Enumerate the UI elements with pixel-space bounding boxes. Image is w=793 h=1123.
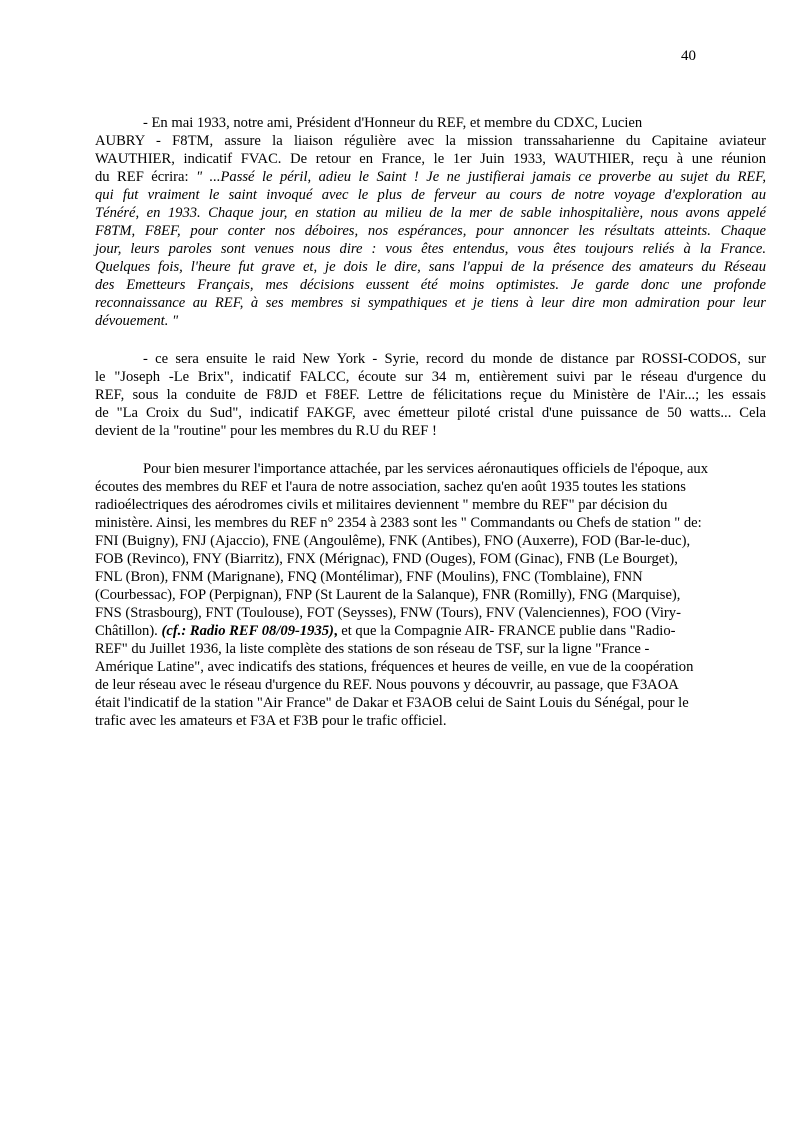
text-line: Amérique Latine", avec indicatifs des stations, fréquences et heures de veille, en vue de la coopération bbox=[95, 659, 694, 675]
text-line bbox=[95, 168, 766, 186]
text-line: de "La Croix du Sud", indicatif FAKGF, avec émetteur piloté cristal d'une puissance de 50 watts... Cela bbox=[95, 405, 766, 421]
quote-line: F8TM, F8EF, pour conter nos déboires, nos espérances, pour annoncer les résultats atteints. Chaque bbox=[95, 223, 766, 239]
text-line: REF" du Juillet 1936, la liste complète des stations de son réseau de TSF, sur la ligne "France - bbox=[95, 641, 650, 657]
quote-text: " ...Passé le péril, adieu le Saint ! Je ne justifierai jamais ce proverbe au sujet du REF, bbox=[195, 169, 766, 185]
quote-line: Quelques fois, l'heure fut grave et, je dois le dire, sans l'appui de la présence des amateurs du Réseau bbox=[95, 259, 766, 275]
text-line: de leur réseau avec le réseau d'urgence du REF. Nous pouvons y découvrir, au passage, que F3AOA bbox=[95, 677, 679, 693]
text-line: ministère. Ainsi, les membres du REF n° 2354 à 2383 sont les " Commandants ou Chefs de station " de: bbox=[95, 515, 702, 531]
text-line: le "Joseph -Le Brix", indicatif FALCC, écoute sur 34 m, entièrement suivi par le réseau d'urgence du bbox=[95, 369, 766, 385]
text-line: trafic avec les amateurs et F3A et F3B pour le trafic officiel. bbox=[95, 713, 447, 729]
text-line: REF, sous la conduite de F8JD et F8EF. Lettre de félicitations reçue du Ministère de l'Air...; les essais bbox=[95, 387, 766, 403]
text-line: devient de la "routine" pour les membres du R.U du REF ! bbox=[95, 423, 437, 439]
text-line: FNI (Buigny), FNJ (Ajaccio), FNE (Angoulême), FNK (Antibes), FNO (Auxerre), FOD (Bar-le-duc), bbox=[95, 533, 691, 549]
text-line: radioélectriques des aérodromes civils et militaires deviennent " membre du REF" par décision du bbox=[95, 497, 668, 513]
text-span: et que la Compagnie AIR- FRANCE publie dans "Radio- bbox=[337, 623, 676, 639]
text-line: FNL (Bron), FNM (Marignane), FNQ (Montélimar), FNF (Moulins), FNC (Tomblaine), FNN bbox=[95, 569, 643, 585]
text-line: - En mai 1933, notre ami, Président d'Honneur du REF, et membre du CDXC, Lucien bbox=[143, 115, 643, 131]
text-line: Pour bien mesurer l'importance attachée, par les services aéronautiques officiels de l'époque, aux bbox=[143, 461, 709, 477]
text-line: AUBRY - F8TM, assure la liaison régulière avec la mission transsaharienne du Capitaine aviateur bbox=[95, 133, 766, 149]
quote-line: dévouement. " bbox=[95, 313, 179, 329]
text-line: FOB (Revinco), FNY (Biarritz), FNX (Mérignac), FND (Ouges), FOM (Ginac), FNB (Le Bourget), bbox=[95, 551, 678, 567]
quote-line: qui fut vraiment le saint invoqué avec le plus de ferveur au cours de notre voyage d'exploration au bbox=[95, 187, 766, 203]
page-number: 40 bbox=[681, 48, 696, 64]
text-line: FNS (Strasbourg), FNT (Toulouse), FOT (Seysses), FNW (Tours), FNV (Valenciennes), FOO (Viry- bbox=[95, 605, 681, 621]
citation-text: (cf.: Radio REF 08/09-1935) bbox=[161, 623, 334, 639]
text-line: était l'indicatif de la station "Air France" de Dakar et F3AOB celui de Saint Louis du Sénégal, pour le bbox=[95, 695, 689, 711]
quote-line: des Emetteurs Français, mes décisions eussent été moins optimistes. Je garde donc une profonde bbox=[95, 277, 766, 293]
quote-line: reconnaissance au REF, à ses membres si sympathiques et je tiens à leur dire mon admiration pour leur bbox=[95, 295, 766, 311]
citation-comma: , bbox=[333, 623, 338, 639]
text-line: WAUTHIER, indicatif FVAC. De retour en France, le 1er Juin 1933, WAUTHIER, reçu à une réunion bbox=[95, 151, 766, 167]
quote-line: Ténéré, en 1933. Chaque jour, en station au milieu de la mer de sable inhospitalière, nous avons appelé bbox=[95, 205, 766, 221]
text-line bbox=[95, 622, 766, 640]
text-line: (Courbessac), FOP (Perpignan), FNP (St Laurent de la Salanque), FNR (Romilly), FNG (Marquise), bbox=[95, 587, 681, 603]
text-line: - ce sera ensuite le raid New York - Syrie, record du monde de distance par ROSSI-CODOS, sur bbox=[143, 351, 766, 367]
text-line: écoutes des membres du REF et l'aura de notre association, sachez qu'en août 1935 toutes les stations bbox=[95, 479, 686, 495]
text-span: Châtillon). bbox=[95, 623, 162, 639]
quote-line: jour, leurs paroles sont venues nous dire : vous êtes entendus, vous êtes toujours reliés à la France. bbox=[95, 241, 766, 257]
text-span: du REF écrira: bbox=[95, 169, 196, 185]
